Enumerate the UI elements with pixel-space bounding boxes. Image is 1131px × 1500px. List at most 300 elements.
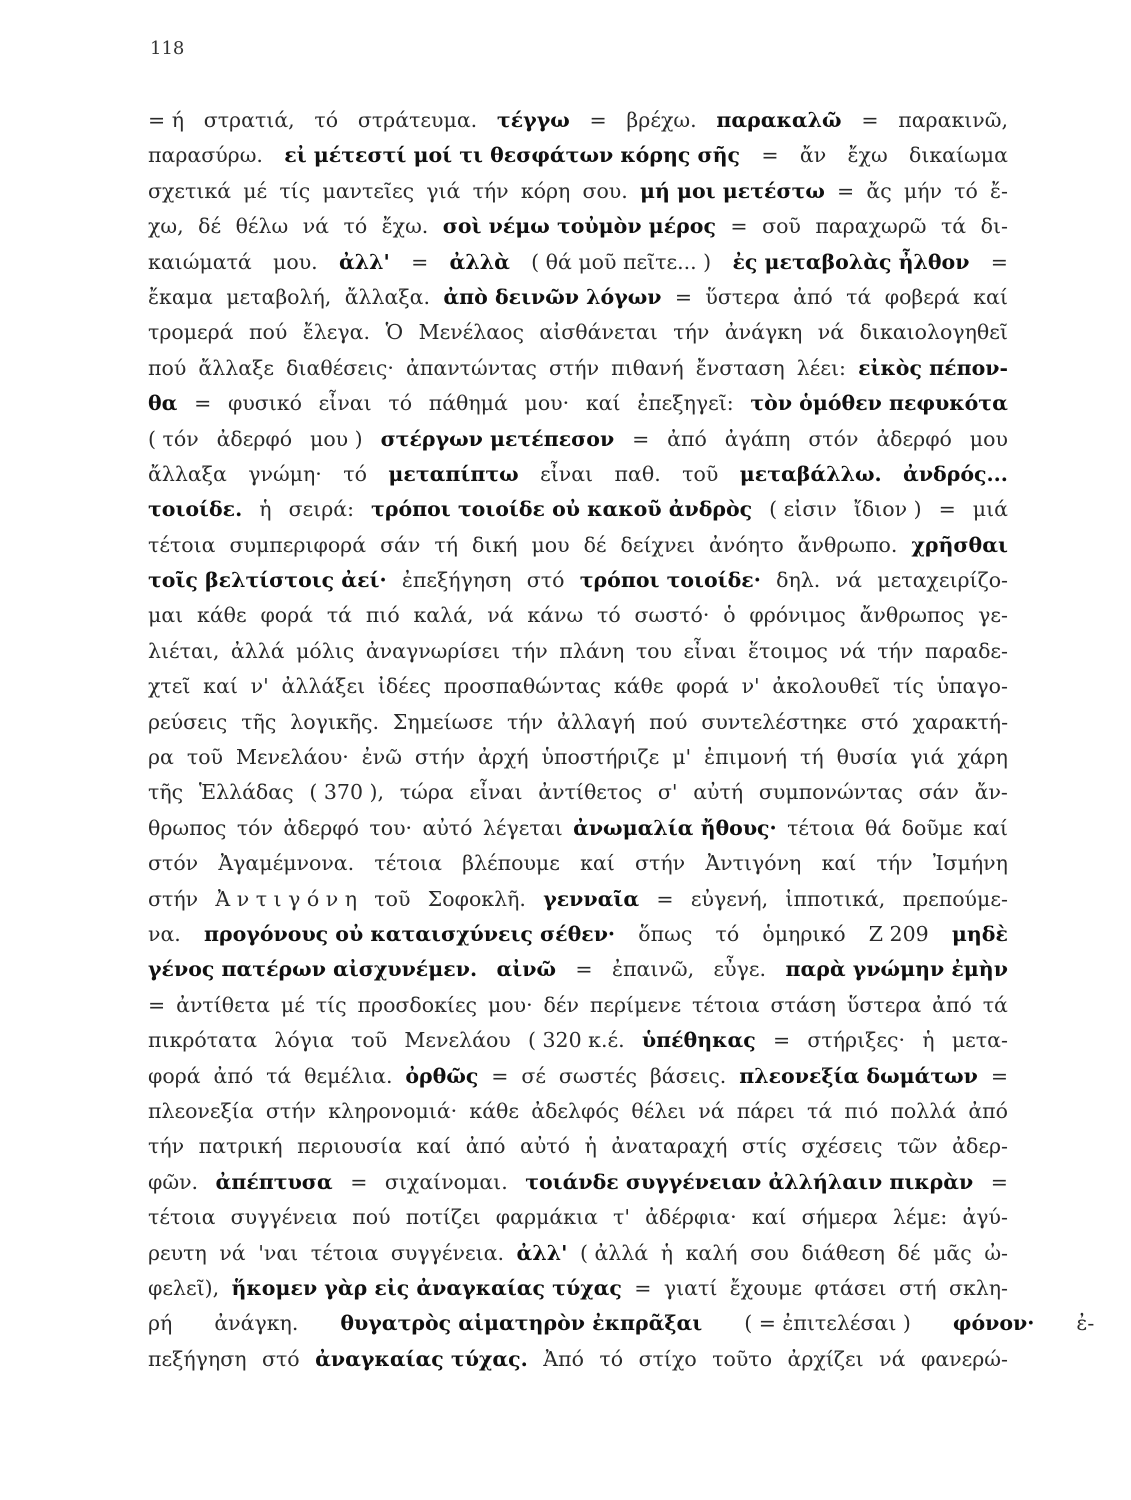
word: συγγένεια. [390, 1240, 504, 1265]
word: μου [969, 426, 1008, 451]
word: παθ. [614, 461, 661, 486]
word: τίς [892, 674, 924, 699]
word: στράτευμα. [357, 108, 478, 132]
word: πρεπούμε- [902, 886, 1008, 911]
word: ὕστερα [705, 284, 780, 309]
word: ἡ [584, 1134, 597, 1159]
word: = ή [148, 108, 184, 132]
word: καί [751, 1205, 787, 1230]
word: = [861, 108, 879, 132]
word: πάθημά [428, 391, 508, 416]
word: ἕτοιμος [748, 638, 828, 663]
word: φορά [260, 603, 314, 628]
lemma-term: θυγατρὸς αἱματηρὸν ἐκπρᾶξαι [340, 1311, 703, 1336]
word: προσπαθώντας [443, 674, 602, 699]
word: τοῦ [374, 886, 411, 911]
word: καιώματά [148, 249, 252, 274]
word: στίχο [638, 1346, 697, 1371]
word: ἀδερφό [283, 815, 359, 840]
word: ν' [741, 674, 760, 699]
word: τήν [511, 638, 548, 663]
lemma-term: ἀναγκαίας τύχας. [315, 1346, 528, 1371]
word: τόν [236, 815, 273, 840]
word: ( 370 ), [309, 780, 385, 805]
word: = [990, 1063, 1008, 1088]
word: εἶναι [683, 638, 737, 663]
word: λογικῆς. [290, 709, 379, 734]
word: ἀντίθετος [538, 780, 643, 805]
word: ρα [148, 745, 174, 770]
word: ἀκολουθεῖ [772, 674, 881, 699]
word: μου· [487, 992, 533, 1017]
word: κληρονομιά· [328, 1098, 458, 1123]
word: ἀδερφό [876, 426, 952, 451]
word: σάν [918, 780, 959, 805]
word: μου· [524, 391, 570, 416]
word: στήριξες· [807, 1028, 906, 1053]
word: ἀπό [465, 1134, 506, 1159]
word: μαντεῖες [322, 178, 415, 203]
word: καί [585, 391, 621, 416]
word: ἔκαμα [148, 284, 213, 309]
word: στήν [635, 851, 686, 876]
word: ὕστερα [846, 992, 922, 1017]
word: του [635, 638, 672, 663]
word: = [632, 426, 650, 451]
word: κάθε [197, 603, 247, 628]
word: σωστό· [634, 603, 710, 628]
word: τρομερά [148, 320, 234, 345]
word: νά [817, 320, 845, 345]
word: σωστές [558, 1063, 638, 1088]
word: πού [649, 709, 688, 734]
word: νά [839, 638, 866, 663]
word: χάρη [957, 745, 1008, 770]
word: περιουσία [297, 1134, 402, 1159]
lemma-term: τέγγω [496, 108, 570, 132]
word: ἀνάγκη. [214, 1311, 299, 1336]
text-line [148, 391, 1008, 426]
lemma-term: χρῆσθαι [911, 532, 1008, 557]
word: φαρμάκια [495, 1205, 598, 1230]
word: = [634, 1275, 652, 1300]
word: ἀδερφό [216, 426, 293, 451]
word: τοῦ [682, 461, 719, 486]
word: μ' [672, 745, 692, 770]
lemma-term: ὀρθῶς [405, 1063, 479, 1088]
word: καί [580, 851, 615, 876]
word: Μενέλαος [418, 320, 524, 345]
word: ἡ [259, 497, 272, 522]
lemma-term: γένος πατέρων αἰσχυνέμεν. [148, 957, 478, 982]
word: Ἀπό [543, 1346, 584, 1371]
word: τίς [279, 178, 311, 203]
word: στό [526, 568, 565, 593]
word: ἀδελφός [531, 1098, 620, 1123]
word: τ' [613, 1205, 630, 1230]
word: γιά [426, 178, 461, 203]
word: μέ [243, 178, 268, 203]
word: προσδοκίες [357, 992, 478, 1017]
word: στόν [148, 851, 199, 876]
word: ἔλεγα. [302, 320, 371, 345]
word: ρευτη [148, 1240, 207, 1265]
word: ἐπεξηγεῖ: [637, 391, 734, 416]
word: τή [434, 532, 458, 557]
word: πάρει [736, 1098, 795, 1123]
word: συμπονώντας [758, 780, 903, 805]
word: ἀρχίζει [787, 1346, 864, 1371]
word: = [773, 1028, 791, 1053]
lemma-term: ἥκομεν γὰρ εἰς ἀναγκαίας τύχας [231, 1275, 622, 1300]
word: ἔνσταση [695, 355, 785, 380]
word: θρωπος [148, 815, 227, 840]
word: τή [800, 745, 824, 770]
word: σχέσεις [801, 1134, 883, 1159]
word: ἐπεξήγηση [401, 568, 512, 593]
text-line [148, 639, 1008, 674]
word: τέτοια [787, 815, 855, 840]
lemma-term: μηδὲ [951, 921, 1008, 946]
word: τήν [472, 178, 509, 203]
word: τήν [148, 1134, 185, 1159]
text-line [148, 780, 1008, 815]
word: μετα- [951, 1028, 1008, 1053]
word: του· [369, 815, 413, 840]
text-line [148, 1347, 1008, 1382]
word: μέ [280, 992, 305, 1017]
word: Ὁ [385, 320, 404, 345]
text-line [148, 214, 1008, 249]
lemma-term: αἰνῶ [496, 957, 556, 982]
word: φῶν. [148, 1169, 199, 1194]
word: σάν [380, 532, 421, 557]
word: Σοφοκλῆ. [427, 886, 526, 911]
word: τέτοια [148, 1205, 216, 1230]
text-line [148, 462, 1008, 497]
word: πεξήγηση [148, 1346, 247, 1371]
word: ἀντίθετα [176, 992, 270, 1017]
word: ἄς [866, 178, 892, 203]
word: θεμέλια. [304, 1063, 393, 1088]
word: δι- [980, 214, 1008, 239]
lemma-term: τὸν ὁμόθεν πεφυκότα [750, 391, 1008, 416]
word: σου [750, 1240, 789, 1265]
lemma-term: προγόνους οὐ καταισχύνεις σέθεν· [204, 921, 616, 946]
word: τήν [877, 638, 914, 663]
word: = [990, 1169, 1008, 1194]
text-line [148, 851, 1008, 886]
word: = [990, 249, 1008, 274]
text-line [148, 922, 1008, 957]
word: δική [471, 532, 518, 557]
word: βάσεις. [649, 1063, 727, 1088]
word: χαρακτή- [912, 709, 1008, 734]
text-line [148, 356, 1008, 391]
word: μου [531, 532, 570, 557]
lemma-term: στέργων μετέπεσον [380, 426, 615, 451]
word: διάθεση [801, 1240, 885, 1265]
text-line [148, 603, 1008, 638]
word: δικαιολογηθεῖ [859, 320, 1008, 345]
word: τήν [876, 851, 913, 876]
word: Ἰσμήνη [932, 851, 1008, 876]
word: Μενελάου· [235, 745, 349, 770]
word: φορά [148, 1063, 201, 1088]
word: τοῦτο [712, 1346, 773, 1371]
text-line [148, 1099, 1008, 1134]
text-line [148, 285, 1008, 320]
word: θέλω [235, 214, 289, 239]
text-line [148, 497, 1008, 532]
word: αἰσθάνεται [539, 320, 658, 345]
word: στό [860, 709, 899, 734]
word: περίμενε [589, 992, 682, 1017]
text-line [148, 320, 1008, 355]
word: τήν [506, 709, 544, 734]
word: δέν [543, 992, 579, 1017]
word: σοῦ [762, 214, 801, 239]
lemma-term: ἀλλ' [338, 249, 390, 274]
word: ἀδέρφια· [645, 1205, 737, 1230]
word: τό [343, 461, 367, 486]
text-line [148, 1241, 1008, 1276]
word: δέ [583, 532, 607, 557]
word: ἡ [922, 1028, 935, 1053]
word: ἀπό [932, 992, 972, 1017]
word: ρεύσεις [148, 709, 228, 734]
word: = [761, 143, 779, 168]
word: ἀπό [213, 1063, 254, 1088]
word: ἀγύ- [962, 1205, 1008, 1230]
word: σιχαίνομαι. [384, 1169, 508, 1194]
text-line [148, 108, 1008, 143]
word: = [411, 249, 429, 274]
word: ὑποστήριζε [541, 745, 660, 770]
word: τέτοια [692, 992, 760, 1017]
word: εἶναι [318, 391, 372, 416]
word: ἡ [660, 1240, 673, 1265]
word: πατρική [198, 1134, 283, 1159]
lemma-term: φόνον· [952, 1311, 1035, 1336]
text-line [148, 1064, 1008, 1099]
word: χτεῖ [148, 674, 191, 699]
word: τό [715, 921, 740, 946]
word: Ζ 209 [868, 921, 929, 946]
word: σειρά: [288, 497, 355, 522]
word: τό [954, 178, 978, 203]
word: ἀπό [667, 426, 707, 451]
word: στήν [265, 1098, 316, 1123]
word: ἀναγνωρίσει [365, 638, 501, 663]
word: δηλ. [776, 568, 821, 593]
word: = [730, 214, 748, 239]
word: = [674, 284, 693, 309]
word: τό [599, 1346, 624, 1371]
text-line [148, 887, 1008, 922]
word: ἄνθρωπο. [797, 532, 898, 557]
word: ἔχω [847, 143, 888, 168]
word: σήμερα [801, 1205, 878, 1230]
word: ( τόν [148, 426, 199, 451]
word: ἀπό [793, 284, 833, 309]
word: παρασύρω. [148, 143, 263, 168]
word: κάνω [527, 603, 584, 628]
word: ἀπαντώντας [406, 355, 537, 380]
word: φορά [676, 674, 729, 699]
word: = [491, 1063, 509, 1088]
word: ἀρχή [477, 745, 529, 770]
word: δικαίωμα [908, 143, 1008, 168]
word: = [575, 957, 593, 982]
lemma-term: τρόποι τοιοίδε οὐ κακοῦ ἀνδρὸς [371, 497, 753, 522]
word: τώρα [399, 780, 454, 805]
word: Μενελάου [404, 1028, 511, 1053]
text-line [148, 710, 1008, 745]
word: φυσικό [227, 391, 302, 416]
word: νά [879, 1346, 906, 1371]
word: τήν [673, 320, 710, 345]
word: πιό [365, 603, 400, 628]
word: κάθε [469, 1098, 520, 1123]
word: εὐγενή, [690, 886, 769, 911]
word: λέει: [796, 355, 846, 380]
text-line [148, 816, 1008, 851]
lemma-term: εἰκὸς πέπον- [858, 355, 1008, 380]
word: αὐτό [422, 815, 473, 840]
word: πολλά [890, 1098, 957, 1123]
lemma-term: εἰ μέτεστί μοί τι θεσφάτων κόρης σῆς [284, 143, 741, 168]
word: γνώμη· [248, 461, 322, 486]
word: γιατί [663, 1275, 718, 1300]
word: τά [266, 1063, 292, 1088]
word: λέγεται [482, 815, 563, 840]
text-line [148, 143, 1008, 178]
word: = [194, 391, 212, 416]
word: φελεῖ), [148, 1275, 220, 1300]
word: θυσία [836, 745, 898, 770]
lemma-term: τοῖς βελτίστοις ἀεί· [148, 568, 387, 593]
word: πιό [844, 1098, 879, 1123]
word: συμπεριφορά [229, 532, 367, 557]
word: ἄλλαξα [148, 461, 227, 486]
word: τέτοια [374, 851, 442, 876]
word: ἔ- [989, 178, 1008, 203]
word: ἄνθρωπος [859, 603, 965, 628]
text-line [148, 1028, 1008, 1063]
word: πού [249, 320, 288, 345]
word: σ' [657, 780, 678, 805]
word: μόλις [296, 638, 355, 663]
commentary-text [148, 108, 1095, 1382]
word: τά [982, 992, 1008, 1017]
text-line [148, 674, 1008, 709]
word: συγγένεια [230, 1205, 338, 1230]
word: ρή [148, 1311, 173, 1336]
word: βλέπουμε [462, 851, 560, 876]
word: εὖγε. [713, 957, 767, 982]
word: στό [261, 1346, 300, 1371]
text-line [148, 1276, 1008, 1311]
word: μήν [903, 178, 942, 203]
text-line [148, 427, 1008, 462]
lemma-term: ἀπὸ δεινῶν λόγων [443, 284, 662, 309]
word: στόν [808, 426, 859, 451]
word: τοῦ [186, 745, 224, 770]
word: τά [940, 214, 967, 239]
word: μεταβολή, [226, 284, 332, 309]
word: σου. [582, 178, 628, 203]
lemma-term: ἐς μεταβολὰς ἦλθον [732, 249, 970, 274]
word: Ἀ ν τ ι γ ό ν η [215, 886, 357, 911]
lemma-term: μεταπίπτω [388, 461, 519, 486]
word: νά [487, 603, 514, 628]
word: ἴδιον ) [853, 497, 922, 522]
page-number: 118 [150, 38, 185, 59]
word: ἱπποτικά, [785, 886, 886, 911]
lemma-term: ἀλλ' [516, 1240, 568, 1265]
word: καί [973, 815, 1008, 840]
word: σκλη- [948, 1275, 1008, 1300]
word: Σημείωσε [392, 709, 494, 734]
word: φοβερά [884, 284, 960, 309]
word: ἀλλάξει [281, 674, 366, 699]
word: αὐτή [693, 780, 744, 805]
lemma-term: τοιάνδε συγγένειαν ἀλλήλαιν πικρὰν [525, 1169, 974, 1194]
word: ἀπό [968, 1098, 1008, 1123]
word: τῆς [148, 780, 184, 805]
lemma-term: ὑπέθηκας [641, 1028, 756, 1053]
word: ἔχουμε [729, 1275, 802, 1300]
word: μᾶς [933, 1240, 972, 1265]
word: ἀλλά [230, 638, 285, 663]
word: ἀδερ- [952, 1134, 1008, 1159]
word: ( θά μοῦ πεῖτε... ) [531, 249, 712, 274]
word: λόγια [274, 1028, 334, 1053]
word: τέτοια [310, 1240, 379, 1265]
word: τό [597, 603, 621, 628]
word: να. [148, 921, 181, 946]
word: = [148, 992, 166, 1017]
word: φανερώ- [920, 1346, 1008, 1371]
word: στήν [414, 745, 466, 770]
text-line [148, 250, 1008, 285]
word: πικρότατα [148, 1028, 258, 1053]
word: ὑπαγο- [936, 674, 1008, 699]
text-line [148, 745, 1008, 780]
word: ν' [250, 674, 269, 699]
word: τίς [315, 992, 347, 1017]
word: Ἀγαμέμνονα. [218, 851, 355, 876]
word: 'ναι [258, 1240, 299, 1265]
word: βρέχω. [626, 108, 697, 132]
word: μιά [972, 497, 1008, 522]
word: καί [416, 1134, 452, 1159]
word: στήν [548, 355, 600, 380]
word: δοῦμε [901, 815, 963, 840]
word: ἔχω. [381, 214, 429, 239]
word: φρόνιμος [749, 603, 846, 628]
word: μεταχειρίζο- [877, 568, 1008, 593]
word: εἶναι [540, 461, 594, 486]
lemma-term: γενναῖα [543, 886, 640, 911]
word: σέ [521, 1063, 546, 1088]
word: μαι [148, 603, 184, 628]
word: τό [388, 391, 413, 416]
word: τῆς [241, 709, 277, 734]
word: σχετικά [148, 178, 232, 203]
word: καλή [685, 1240, 738, 1265]
